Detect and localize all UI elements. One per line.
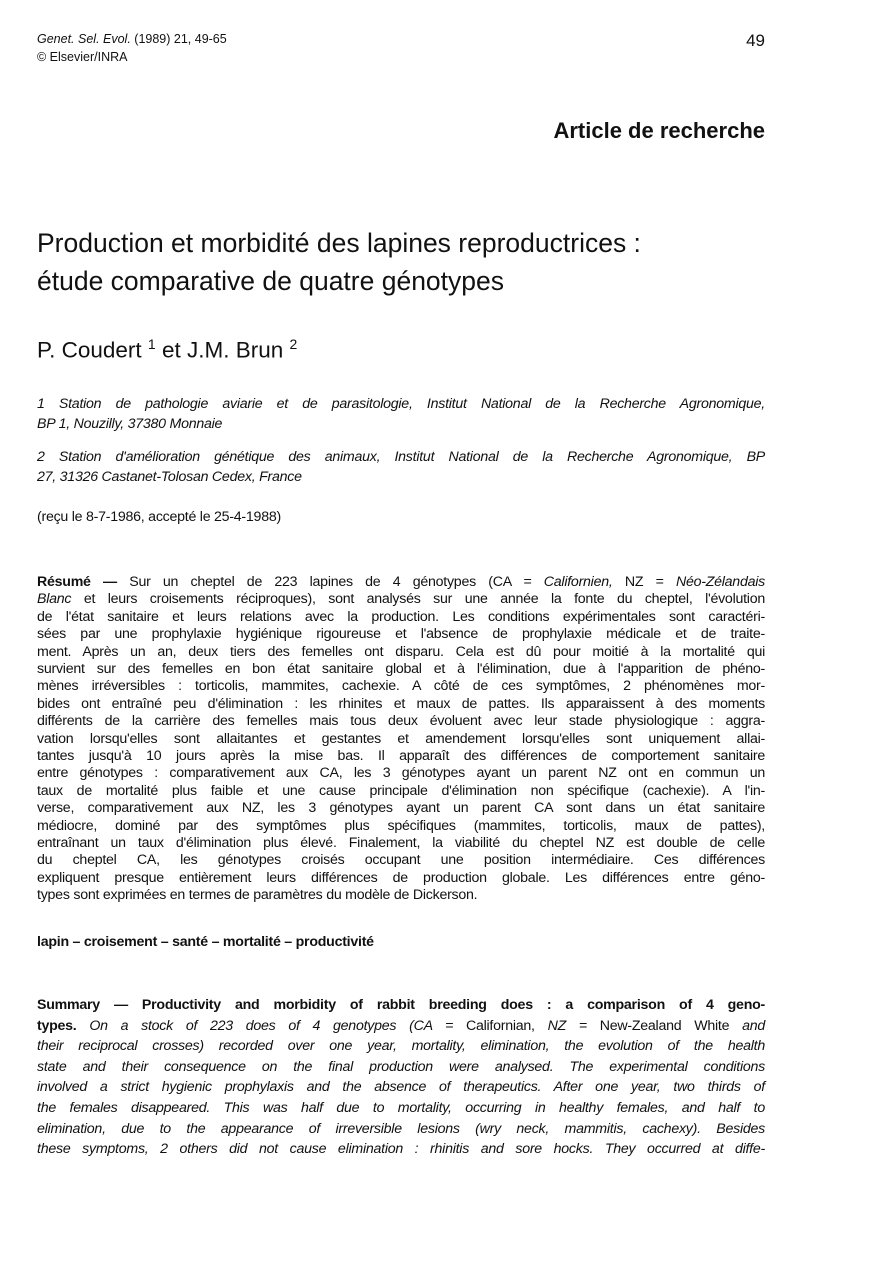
text-line: [37, 713, 765, 730]
text-segment: de l'état sanitaire et leurs relations avec la production. Les conditions expérimentales sont caractéri-: [37, 608, 765, 625]
text-segment: Californian,: [465, 1017, 548, 1034]
affiliation-line: 1 Station de pathologie aviarie et de parasitologie, Institut National de la Recherche Agronomique,: [37, 396, 765, 412]
text-line: [37, 852, 765, 869]
affiliation-line: BP 1, Nouzilly, 37380 Monnaie: [37, 416, 223, 432]
text-line: [37, 678, 765, 695]
text-line: [37, 1079, 765, 1096]
text-segment: their reciprocal crosses) recorded over one year, mortality, elimination, the evolution of the health: [37, 1038, 765, 1055]
text-segment: ment. Après un an, deux tiers des femelles ont disparu. Cela est dû pour moitié à la mortalité qui: [37, 643, 765, 660]
text-segment: du cheptel CA, les génotypes croisés occupant une position intermédiaire. Ces différences: [37, 852, 765, 869]
journal-name: Genet. Sel. Evol.: [37, 32, 131, 46]
article-type: Article de recherche: [553, 118, 765, 143]
title-line-2: étude comparative de quatre génotypes: [37, 266, 505, 296]
text-line: [37, 1141, 765, 1158]
text-line: [37, 1059, 765, 1076]
affiliation-line: 27, 31326 Castanet-Tolosan Cedex, France: [37, 469, 302, 485]
text-line: [37, 800, 765, 817]
text-segment: NZ =: [612, 574, 676, 590]
text-segment: involved a strict hygienic prophylaxis and the absence of therapeutics. After one year, two thirds of: [37, 1079, 765, 1096]
text-segment: elimination, due to the appearance of irreversible lesions (wry neck, mammitis, cachexy). Besides: [37, 1120, 765, 1137]
text-segment: survient sur des femelles en bon état sanitaire global et à l'élimination, due à l'apparition de phéno-: [37, 661, 765, 677]
text-line: [37, 574, 765, 591]
text-line: [37, 997, 765, 1014]
text-segment: the females disappeared. This was half due to mortality, occurring in healthy females, and half to: [37, 1100, 765, 1116]
title-line-1: Production et morbidité des lapines reproductrices :: [37, 228, 641, 258]
text-line: [37, 765, 765, 782]
text-segment: and: [742, 1017, 765, 1034]
text-segment: tantes jusqu'à 10 jours après la mise bas. Il apparaît des différences de comportement sanitaire: [37, 748, 765, 764]
text-segment: Sur un cheptel de 223 lapines de 4 génotypes (CA =: [129, 574, 544, 590]
text-segment: et leurs croisements réciproques), sont analysés sur une année la fonte du cheptel, l'évolution: [71, 591, 765, 608]
text-segment: expliquent presque entièrement leurs différences de production globale. Les différences entre géno-: [37, 869, 765, 886]
text-segment: Résumé —: [37, 574, 130, 590]
citation: (1989) 21, 49-65: [130, 32, 227, 46]
text-line: [37, 835, 765, 852]
author-1-affil: 1: [147, 336, 156, 352]
text-segment: vation lorsqu'elles sont allaitantes et gestantes et amendement lorsqu'elles sont uniquement allai-: [37, 730, 765, 747]
text-segment: verse, comparativement aux NZ, les 3 génotypes ayant un parent CA sont dans un état sanitaire: [37, 800, 765, 817]
text-line: [37, 591, 765, 608]
author-2-affil: 2: [289, 336, 298, 352]
text-line: [37, 1038, 765, 1055]
text-line: [37, 731, 765, 748]
text-segment: NZ =: [547, 1017, 600, 1034]
affiliation-line: 2 Station d'amélioration génétique des animaux, Institut National de la Recherche Agronomique, BP: [37, 449, 765, 465]
text-segment: New-Zealand White: [599, 1017, 743, 1034]
text-segment: taux de mortalité plus faible et une cause principale d'élimination non spécifique (cachexie). A l'in-: [37, 782, 765, 799]
text-segment: Blanc: [37, 591, 72, 608]
authors: [37, 336, 297, 364]
text-segment: sées par une prophylaxie hygiénique rigoureuse et l'absence de prophylaxie médicale et de traite-: [37, 626, 765, 643]
text-line: [37, 626, 765, 643]
text-segment: Californien,: [543, 574, 613, 590]
text-line: [37, 644, 765, 661]
text-line: [37, 1121, 765, 1138]
text-line: [37, 1100, 765, 1117]
text-segment: On a stock of 223 does of 4 genotypes (CA =: [89, 1017, 466, 1034]
text-line: [37, 661, 765, 678]
text-segment: différents de la carrière des femelles mais tous deux évoluent avec leur stade physiologique : aggra-: [37, 713, 765, 730]
text-segment: these symptoms, 2 others did not cause elimination : rhinitis and sore hocks. They occurred at diffe-: [37, 1141, 765, 1158]
received-dates: (reçu le 8-7-1986, accepté le 25-4-1988): [37, 509, 281, 525]
text-line: [37, 1018, 765, 1035]
text-line: [37, 609, 765, 626]
text-segment: types sont exprimées en termes de paramètres du modèle de Dickerson.: [37, 887, 478, 904]
author-2: et J.M. Brun: [155, 337, 284, 363]
copyright: © Elsevier/INRA: [37, 50, 128, 64]
text-segment: mènes irréversibles : torticolis, mammites, cachexie. A côté de ces symptômes, 2 phénomènes mor-: [37, 678, 765, 695]
text-line: [37, 870, 765, 887]
text-segment: Néo-Zélandais: [675, 574, 765, 590]
page-number: 49: [746, 31, 765, 50]
text-segment: Summary — Productivity and morbidity of rabbit breeding does : a comparison of 4 geno-: [37, 997, 765, 1013]
text-line: [37, 783, 765, 800]
author-1: P. Coudert: [37, 337, 142, 363]
text-segment: types.: [37, 1017, 90, 1034]
text-segment: entre génotypes : comparativement aux CA, les 3 génotypes ayant un parent NZ ont en commun un: [37, 765, 765, 782]
text-segment: state and their consequence on the final production were analysed. The experimental conditions: [37, 1058, 765, 1075]
text-segment: entraînant un taux d'élimination plus élevé. Finalement, la viabilité du cheptel NZ est double de celle: [37, 835, 765, 851]
text-segment: bides ont entraîné peu d'élimination : les rhinites et maux de pattes. Ils apparaissent à des moments: [37, 695, 765, 712]
journal-citation: [37, 32, 227, 46]
text-line: [37, 748, 765, 765]
keywords: lapin – croisement – santé – mortalité – productivité: [37, 934, 374, 950]
text-line: [37, 818, 765, 835]
text-line: [37, 696, 765, 713]
text-line: [37, 887, 765, 904]
text-segment: médiocre, dominé par des symptômes plus spécifiques (mammites, torticolis, maux de pattes),: [37, 817, 765, 834]
